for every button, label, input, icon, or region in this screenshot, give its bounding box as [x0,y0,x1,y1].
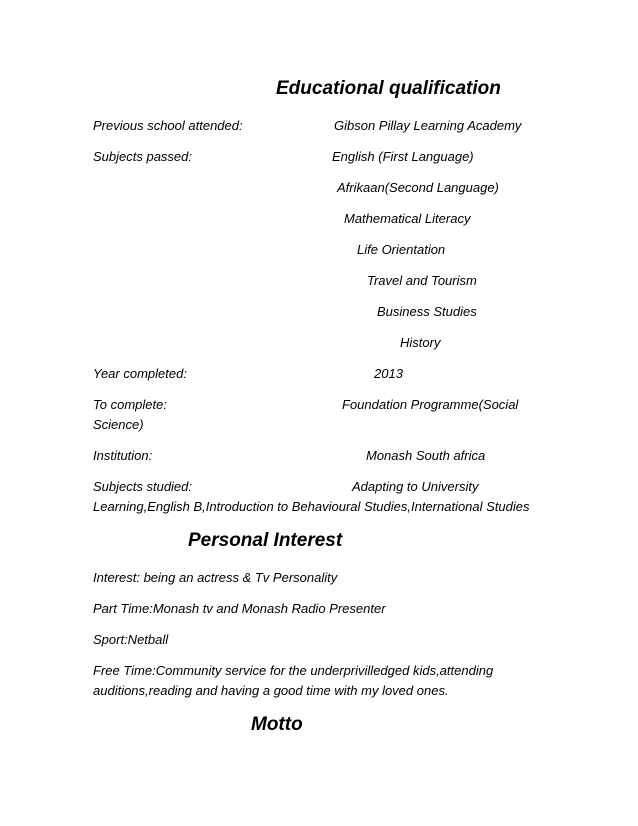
institution-value: Monash South africa [366,448,486,463]
subjects-passed-label: Subjects passed: [93,149,193,164]
previous-school-label: Previous school attended: [93,118,243,133]
motto-heading: Motto [251,714,303,735]
subject-item: Life Orientation [357,242,446,257]
subjects-studied-wrap: Learning,English B,Introduction to Behavioural Studies,International Studies [93,499,530,514]
sport-line: Sport:Netball [93,632,169,647]
to-complete-wrap: Science) [93,417,144,432]
institution-label: Institution: [93,448,153,463]
to-complete-value: Foundation Programme(Social [342,397,519,412]
subject-item: History [400,335,441,350]
subject-item: Travel and Tourism [367,273,477,288]
free-time-line: Free Time:Community service for the underprivilledged kids,attending [93,663,494,678]
year-completed-value: 2013 [374,366,403,381]
year-completed-label: Year completed: [93,366,187,381]
subject-item: Mathematical Literacy [344,211,471,226]
subject-item: Afrikaan(Second Language) [337,180,499,195]
subjects-studied-label: Subjects studied: [93,479,193,494]
education-heading: Educational qualification [276,78,501,99]
part-time-line: Part Time:Monash tv and Monash Radio Presenter [93,601,386,616]
free-time-line-wrap: auditions,reading and having a good time with my loved ones. [93,683,449,698]
personal-interest-heading: Personal Interest [188,530,343,551]
subject-item: Business Studies [377,304,477,319]
previous-school-value: Gibson Pillay Learning Academy [334,118,522,133]
to-complete-label: To complete: [93,397,167,412]
subjects-studied-value: Adapting to University [352,479,479,494]
interest-line: Interest: being an actress & Tv Personality [93,570,338,585]
subject-item: English (First Language) [332,149,474,164]
